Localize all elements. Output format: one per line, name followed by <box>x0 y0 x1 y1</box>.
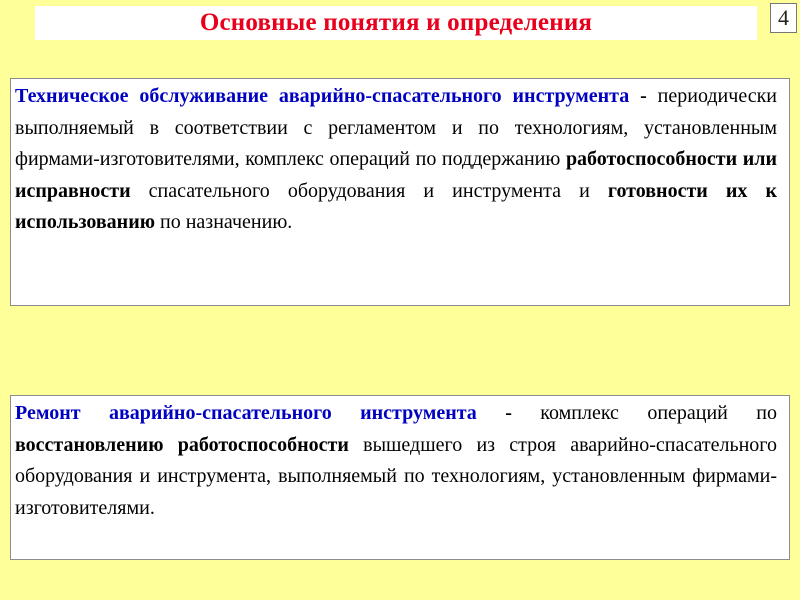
title-bar <box>35 6 757 40</box>
slide-title: Основные понятия и определения <box>199 9 593 36</box>
maintenance-term: Техническое обслуживание аварийно-спасательного инструмента <box>15 85 630 107</box>
repair-emphasis-restoration: восстановлению работоспособности <box>15 433 349 456</box>
maintenance-emphasis-readiness: готовности их к использованию <box>15 179 777 233</box>
maintenance-text-part-1: периодически выполняемый в соответствии с регламентом и по технологиям, установленным фирмами-изготовителями, комплекс операций по поддержанию <box>15 85 777 170</box>
maintenance-definition-box <box>10 78 790 306</box>
repair-text-part-2: вышедшего из строя аварийно-спасательного оборудования и инструмента, выполняемый по технологиям, установленным фирмами-изготовителями. <box>15 433 777 519</box>
repair-text-part-1: комплекс операций по <box>540 402 777 424</box>
maintenance-dash: - <box>629 85 658 107</box>
maintenance-text-part-2: спасательного оборудования и инструмента и <box>130 179 608 202</box>
repair-term: Ремонт аварийно-спасательного инструмента <box>15 402 477 424</box>
maintenance-text-part-3: по назначению. <box>155 211 293 233</box>
maintenance-emphasis-workability: работоспособности или исправности <box>15 148 777 202</box>
page-number: 4 <box>770 3 797 33</box>
repair-definition-box <box>10 395 790 560</box>
repair-dash: - <box>476 402 541 424</box>
